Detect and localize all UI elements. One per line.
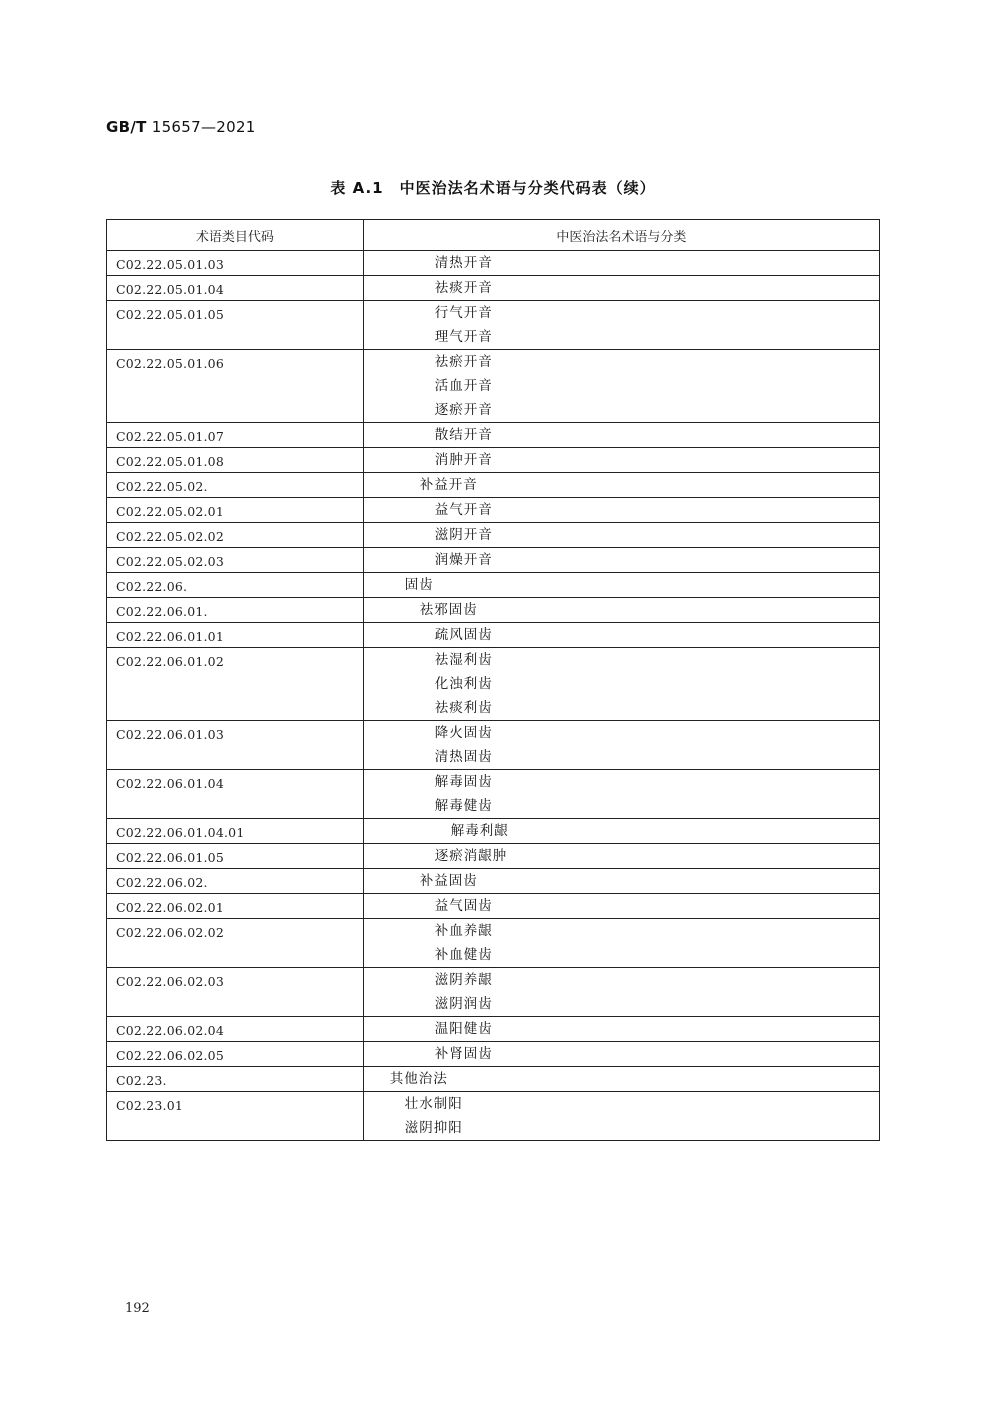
term-cell xyxy=(363,844,879,869)
term-cell xyxy=(363,598,879,623)
term-name: 散结开音 xyxy=(434,427,493,443)
table-row xyxy=(107,968,880,1017)
term-name: 固齿 xyxy=(404,577,434,593)
term-name: 祛瘀开音 xyxy=(434,354,493,370)
term-cell xyxy=(363,276,879,301)
term-code: C02.22.05.02.03 xyxy=(116,554,224,569)
term-cell xyxy=(363,473,879,498)
table-row xyxy=(107,251,880,276)
term-cell xyxy=(363,573,879,598)
term-name: 补血健齿 xyxy=(434,947,493,963)
code-cell xyxy=(107,721,364,770)
code-cell xyxy=(107,423,364,448)
code-cell xyxy=(107,1092,364,1141)
term-cell xyxy=(363,869,879,894)
term-code: C02.22.05.02.01 xyxy=(116,504,224,519)
term-name: 滋阴润齿 xyxy=(434,996,493,1012)
term-cell xyxy=(363,1092,879,1141)
table-row xyxy=(107,276,880,301)
table-row xyxy=(107,844,880,869)
table-row xyxy=(107,548,880,573)
code-cell xyxy=(107,598,364,623)
term-cell xyxy=(363,919,879,968)
term-code: C02.22.06.02.05 xyxy=(116,1048,224,1063)
table-row xyxy=(107,770,880,819)
code-cell xyxy=(107,819,364,844)
table-row xyxy=(107,721,880,770)
term-cell xyxy=(363,423,879,448)
code-cell xyxy=(107,350,364,423)
code-cell xyxy=(107,623,364,648)
term-code: C02.22.06.01.04 xyxy=(116,776,224,791)
term-cell xyxy=(363,1017,879,1042)
term-code: C02.22.06.01.03 xyxy=(116,727,224,742)
term-name: 益气固齿 xyxy=(434,898,493,914)
table-row xyxy=(107,1067,880,1092)
table-row xyxy=(107,819,880,844)
term-code: C02.22.05.01.08 xyxy=(116,454,224,469)
term-code: C02.22.06. xyxy=(116,579,188,594)
term-cell xyxy=(363,448,879,473)
table-title: 表 A.1 中医治法名术语与分类代码表（续） xyxy=(330,179,656,197)
term-code: C02.22.06.01.05 xyxy=(116,850,224,865)
term-name: 祛痰开音 xyxy=(434,280,493,296)
term-name: 清热开音 xyxy=(434,255,493,271)
code-cell xyxy=(107,869,364,894)
term-cell xyxy=(363,301,879,350)
code-cell xyxy=(107,276,364,301)
table-row xyxy=(107,869,880,894)
table-row xyxy=(107,919,880,968)
term-name: 化浊利齿 xyxy=(434,676,493,692)
code-cell xyxy=(107,1067,364,1092)
term-cell xyxy=(363,968,879,1017)
term-name: 活血开音 xyxy=(434,378,493,394)
term-cell xyxy=(363,721,879,770)
code-table xyxy=(106,219,880,1141)
term-code: C02.22.06.01.01 xyxy=(116,629,224,644)
code-cell xyxy=(107,919,364,968)
table-row xyxy=(107,894,880,919)
code-cell xyxy=(107,548,364,573)
code-cell xyxy=(107,523,364,548)
code-cell xyxy=(107,573,364,598)
term-name: 补益固齿 xyxy=(419,873,478,889)
term-cell xyxy=(363,623,879,648)
term-cell xyxy=(363,523,879,548)
table-header-row xyxy=(107,220,880,251)
term-name: 滋阴养龈 xyxy=(434,972,493,988)
term-cell xyxy=(363,498,879,523)
term-code: C02.22.05.02. xyxy=(116,479,208,494)
term-cell xyxy=(363,548,879,573)
term-name: 益气开音 xyxy=(434,502,493,518)
term-name: 降火固齿 xyxy=(434,725,493,741)
term-code: C02.22.05.02.02 xyxy=(116,529,224,544)
table-row xyxy=(107,523,880,548)
table-row xyxy=(107,473,880,498)
term-cell xyxy=(363,1067,879,1092)
code-cell xyxy=(107,968,364,1017)
term-name: 壮水制阳 xyxy=(404,1096,463,1112)
term-cell xyxy=(363,251,879,276)
term-name: 祛湿利齿 xyxy=(434,652,493,668)
term-name: 补血养龈 xyxy=(434,923,493,939)
term-name: 补益开音 xyxy=(419,477,478,493)
term-cell xyxy=(363,648,879,721)
term-name: 解毒健齿 xyxy=(434,798,493,814)
term-cell xyxy=(363,350,879,423)
term-code: C02.22.05.01.05 xyxy=(116,307,224,322)
table-row xyxy=(107,573,880,598)
term-code: C02.22.06.02.01 xyxy=(116,900,224,915)
term-name: 祛邪固齿 xyxy=(419,602,478,618)
term-name: 清热固齿 xyxy=(434,749,493,765)
code-cell xyxy=(107,648,364,721)
table-row xyxy=(107,598,880,623)
standard-prefix: GB/T xyxy=(106,118,147,136)
term-code: C02.23. xyxy=(116,1073,167,1088)
term-code: C02.22.06.02.04 xyxy=(116,1023,224,1038)
code-cell xyxy=(107,498,364,523)
term-cell xyxy=(363,770,879,819)
term-code: C02.22.05.01.04 xyxy=(116,282,224,297)
term-code: C02.23.01 xyxy=(116,1098,184,1113)
term-code: C02.22.06.01.04.01 xyxy=(116,825,245,840)
term-code: C02.22.05.01.07 xyxy=(116,429,224,444)
term-name: 解毒利龈 xyxy=(450,823,509,839)
term-code: C02.22.06.02.03 xyxy=(116,974,224,989)
standard-number: 15657—2021 xyxy=(151,118,256,136)
term-name: 温阳健齿 xyxy=(434,1021,493,1037)
column-header-code: 术语类目代码 xyxy=(107,220,364,251)
table-body xyxy=(107,251,880,1141)
term-cell xyxy=(363,1042,879,1067)
table-row xyxy=(107,350,880,423)
term-name: 消肿开音 xyxy=(434,452,493,468)
code-cell xyxy=(107,1017,364,1042)
table-row xyxy=(107,448,880,473)
term-code: C02.22.05.01.03 xyxy=(116,257,224,272)
term-name: 逐瘀消龈肿 xyxy=(434,848,508,864)
term-name: 逐瘀开音 xyxy=(434,402,493,418)
term-name: 行气开音 xyxy=(434,305,493,321)
code-cell xyxy=(107,770,364,819)
term-name: 补肾固齿 xyxy=(434,1046,493,1062)
code-cell xyxy=(107,844,364,869)
term-name: 祛痰利齿 xyxy=(434,700,493,716)
term-name: 解毒固齿 xyxy=(434,774,493,790)
term-name: 滋阴开音 xyxy=(434,527,493,543)
code-cell xyxy=(107,1042,364,1067)
term-code: C02.22.06.02. xyxy=(116,875,208,890)
table-row xyxy=(107,498,880,523)
term-cell xyxy=(363,819,879,844)
table-row xyxy=(107,623,880,648)
term-name: 疏风固齿 xyxy=(434,627,493,643)
page-number: 192 xyxy=(125,1301,150,1316)
term-name: 理气开音 xyxy=(434,329,493,345)
standard-code xyxy=(106,118,256,136)
table-row xyxy=(107,1017,880,1042)
term-name: 其他治法 xyxy=(389,1071,448,1087)
table-row xyxy=(107,1042,880,1067)
code-cell xyxy=(107,251,364,276)
table-row xyxy=(107,301,880,350)
code-cell xyxy=(107,448,364,473)
column-header-term: 中医治法名术语与分类 xyxy=(363,220,879,251)
code-cell xyxy=(107,301,364,350)
term-code: C02.22.05.01.06 xyxy=(116,356,224,371)
table-row xyxy=(107,648,880,721)
term-name: 润燥开音 xyxy=(434,552,493,568)
term-code: C02.22.06.02.02 xyxy=(116,925,224,940)
term-code: C02.22.06.01.02 xyxy=(116,654,224,669)
code-cell xyxy=(107,473,364,498)
term-cell xyxy=(363,894,879,919)
term-code: C02.22.06.01. xyxy=(116,604,208,619)
term-name: 滋阴抑阳 xyxy=(404,1120,463,1136)
code-cell xyxy=(107,894,364,919)
table-row xyxy=(107,423,880,448)
table-row xyxy=(107,1092,880,1141)
